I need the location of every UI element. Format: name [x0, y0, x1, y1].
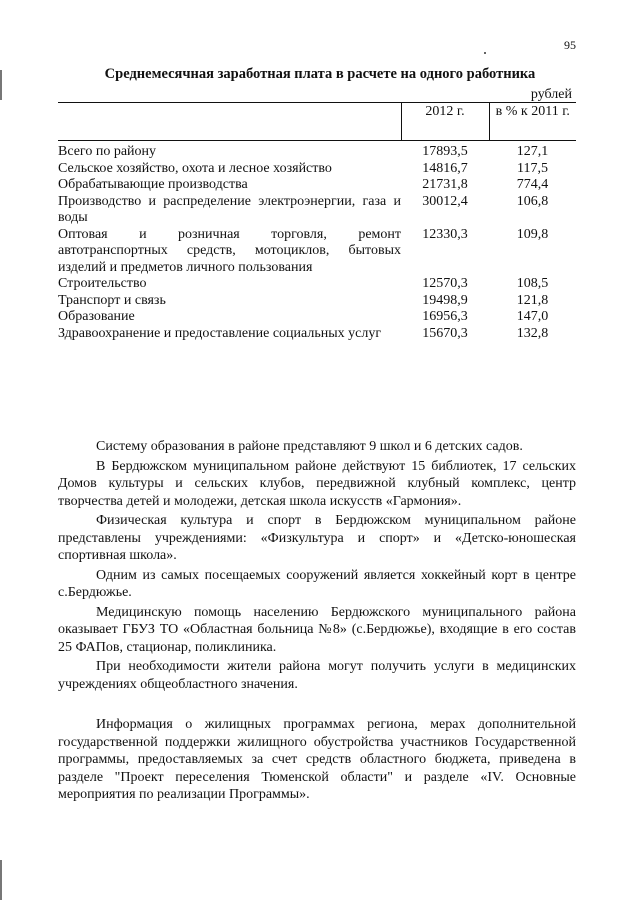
- header-percent: в % к 2011 г.: [489, 103, 576, 141]
- row-percent: 108,5: [516, 276, 549, 292]
- row-percent: 109,8: [516, 226, 549, 242]
- row-percent: 121,8: [516, 292, 549, 308]
- table-row: [58, 309, 576, 326]
- row-value: 12570,3: [422, 276, 468, 292]
- scan-speck: [484, 52, 486, 54]
- table-row: [58, 227, 576, 277]
- paragraph: В Бердюжском муниципальном районе действуют 15 библиотек, 17 сельских Домов культуры и сельских клубов, передвижной клубный комплекс, центр творчества детей и молодежи, детская школа искусств «Гармония».: [58, 458, 576, 509]
- table-row: [58, 293, 576, 310]
- paragraph: Систему образования в районе представляют 9 школ и 6 детских садов.: [96, 439, 523, 454]
- page-number: 95: [564, 38, 576, 52]
- row-value: 14816,7: [422, 160, 468, 176]
- row-label: Строительство: [58, 276, 147, 292]
- salary-table: [58, 102, 576, 342]
- row-value: 21731,8: [422, 177, 468, 193]
- row-percent: 106,8: [516, 193, 549, 209]
- table-row: [58, 141, 576, 161]
- row-value: 30012,4: [422, 193, 468, 209]
- header-year: 2012 г.: [401, 103, 489, 141]
- row-value: 15670,3: [422, 325, 468, 341]
- row-percent: 147,0: [516, 309, 549, 325]
- paragraph: Физическая культура и спорт в Бердюжском муниципальном районе представлены учреждениями: «Физкультура и спорт» и «Детско-юношеская спортивная школа».: [58, 513, 576, 563]
- row-value: 19498,9: [422, 292, 468, 308]
- table-row: [58, 276, 576, 293]
- row-label: Образование: [58, 309, 135, 325]
- row-value: 16956,3: [422, 309, 468, 325]
- paragraph: Медицинскую помощь населению Бердюжского муниципального района оказывает ГБУЗ ТО «Областная больница №8» (с.Бердюжье), входящие в его состав 25 ФАПов, стационар, поликлиника.: [58, 604, 576, 655]
- paragraph: При необходимости жители района могут получить услуги в медицинских учреждениях общеобластного значения.: [58, 659, 576, 692]
- row-label: Оптовая и розничная торговля, ремонт автотранспортных средств, мотоциклов, бытовых изделий и предметов личного пользования: [58, 226, 401, 275]
- housing-text: [58, 716, 576, 806]
- row-label: Производство и распределение электроэнергии, газа и воды: [58, 193, 401, 226]
- table-title: Среднемесячная заработная плата в расчете на одного работника: [104, 66, 536, 82]
- table-row: [58, 177, 576, 194]
- body-text: [58, 438, 576, 695]
- row-label: Сельское хозяйство, охота и лесное хозяйство: [58, 160, 332, 176]
- table-header-row: [58, 103, 576, 141]
- table-unit: рублей: [530, 87, 572, 102]
- row-label: Всего по району: [58, 144, 157, 159]
- row-percent: 117,5: [517, 160, 548, 176]
- table-row: [58, 194, 576, 227]
- paragraph: Одним из самых посещаемых сооружений является хоккейный корт в центре с.Бердюжье.: [58, 567, 576, 600]
- table-row: [58, 161, 576, 178]
- table-row: [58, 326, 576, 343]
- paragraph: Информация о жилищных программах региона, мерах дополнительной государственной поддержки жилищного обустройства участников Государственной программы, предоставляемых за счет средств областного бюджета, приведена в разделе "Проект переселения Тюменской области" и разделе «IV. Основные мероприятия по реализации Программы».: [58, 717, 576, 802]
- row-percent: 132,8: [516, 325, 549, 341]
- row-percent: 774,4: [516, 177, 549, 193]
- row-value: 12330,3: [422, 226, 468, 242]
- row-value: 17893,5: [422, 144, 468, 159]
- row-percent: 127,1: [516, 144, 549, 159]
- header-label: [58, 103, 401, 141]
- row-label: Транспорт и связь: [58, 292, 166, 308]
- scan-edge-mark: [0, 860, 2, 900]
- row-label: Здравоохранение и предоставление социальных услуг: [58, 325, 382, 341]
- row-label: Обрабатывающие производства: [58, 177, 248, 193]
